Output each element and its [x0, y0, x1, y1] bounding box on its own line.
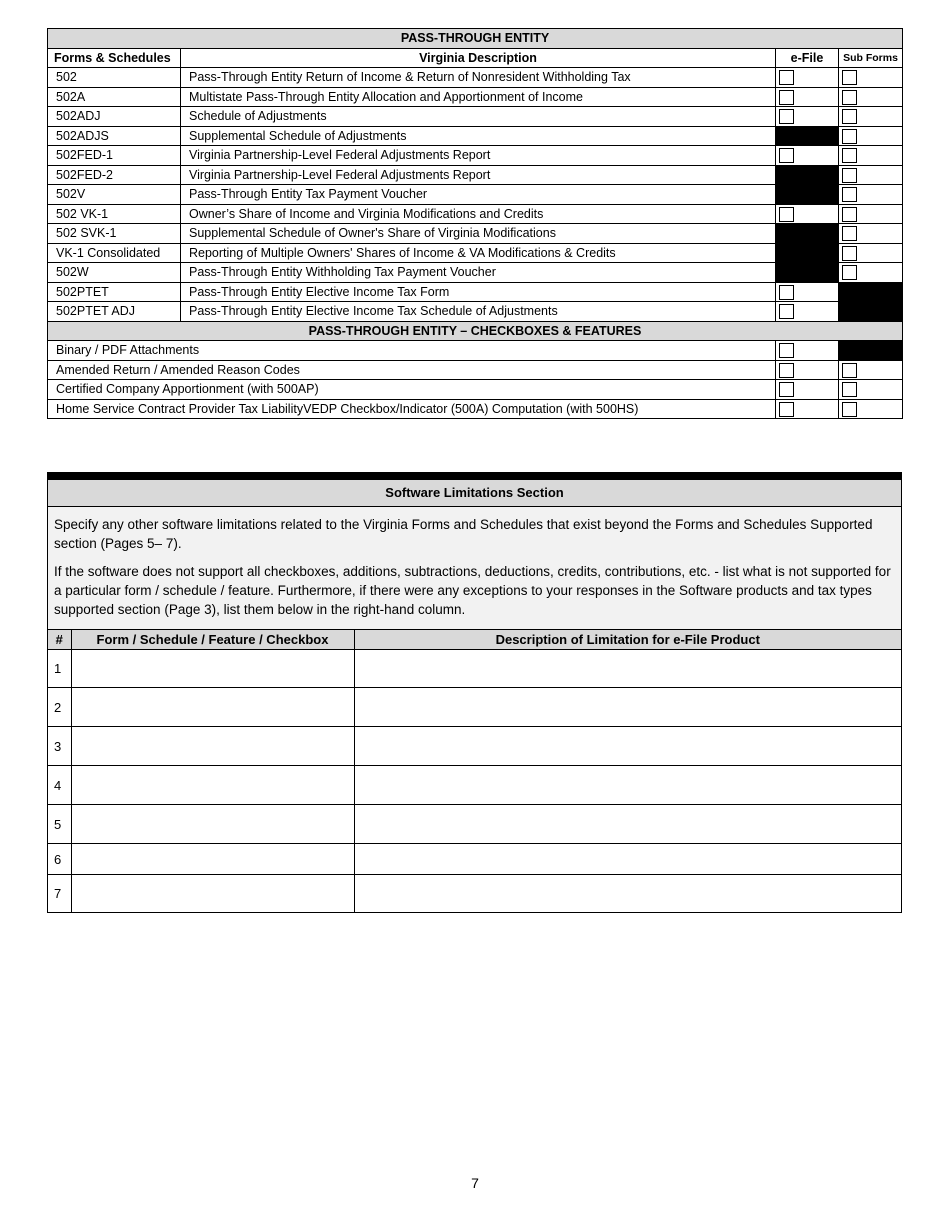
form-name: 502V — [48, 185, 181, 205]
checkbox[interactable] — [842, 402, 857, 417]
limitation-description-field[interactable] — [354, 766, 901, 805]
limitation-description-field[interactable] — [354, 650, 901, 688]
table-row — [48, 263, 903, 283]
form-entry-field[interactable] — [71, 650, 354, 688]
form-description: Reporting of Multiple Owners' Shares of Income & VA Modifications & Credits — [181, 243, 776, 263]
checkbox[interactable] — [779, 382, 794, 397]
table-row — [48, 126, 903, 146]
table-row — [48, 805, 901, 844]
form-description: Owner’s Share of Income and Virginia Modifications and Credits — [181, 204, 776, 224]
row-number: 7 — [48, 875, 71, 912]
form-name: 502 — [48, 68, 181, 88]
checkbox[interactable] — [842, 148, 857, 163]
form-name: 502PTET — [48, 282, 181, 302]
limitation-description-field[interactable] — [354, 844, 901, 875]
blocked-cell — [776, 185, 839, 205]
checkbox[interactable] — [842, 363, 857, 378]
form-entry-field[interactable] — [71, 844, 354, 875]
checkbox[interactable] — [842, 226, 857, 241]
software-limitations-section — [47, 472, 902, 913]
form-description: Pass-Through Entity Withholding Tax Payment Voucher — [181, 263, 776, 283]
section-title: Software Limitations Section — [48, 480, 901, 507]
checkbox[interactable] — [842, 246, 857, 261]
form-entry-field[interactable] — [71, 766, 354, 805]
form-name: 502 VK-1 — [48, 204, 181, 224]
column-header-form: Form / Schedule / Feature / Checkbox — [71, 630, 354, 650]
column-header-subforms: Sub Forms — [839, 48, 903, 68]
features-title: PASS-THROUGH ENTITY – CHECKBOXES & FEATURES — [48, 321, 903, 341]
form-description: Schedule of Adjustments — [181, 107, 776, 127]
form-name: VK-1 Consolidated — [48, 243, 181, 263]
form-description: Pass-Through Entity Return of Income & Return of Nonresident Withholding Tax — [181, 68, 776, 88]
feature-label: Certified Company Apportionment (with 500AP) — [48, 380, 776, 400]
feature-row — [48, 399, 903, 419]
form-name: 502PTET ADJ — [48, 302, 181, 322]
checkbox[interactable] — [842, 382, 857, 397]
table-row — [48, 243, 903, 263]
form-entry-field[interactable] — [71, 727, 354, 766]
limitation-description-field[interactable] — [354, 805, 901, 844]
form-name: 502ADJ — [48, 107, 181, 127]
table-row — [48, 282, 903, 302]
form-name: 502 SVK-1 — [48, 224, 181, 244]
blocked-cell — [776, 263, 839, 283]
table-row — [48, 204, 903, 224]
feature-label: Home Service Contract Provider Tax LiabilityVEDP Checkbox/Indicator (500A) Computation (with 500HS) — [48, 399, 776, 419]
row-number: 4 — [48, 766, 71, 805]
column-header-description: Description of Limitation for e-File Product — [354, 630, 901, 650]
form-description: Supplemental Schedule of Adjustments — [181, 126, 776, 146]
table-row — [48, 766, 901, 805]
table-row — [48, 688, 901, 727]
form-description: Virginia Partnership-Level Federal Adjustments Report — [181, 146, 776, 166]
table-row — [48, 68, 903, 88]
checkbox[interactable] — [842, 90, 857, 105]
blocked-cell — [839, 302, 903, 322]
checkbox[interactable] — [779, 402, 794, 417]
checkbox[interactable] — [842, 265, 857, 280]
form-description: Pass-Through Entity Elective Income Tax Form — [181, 282, 776, 302]
form-entry-field[interactable] — [71, 805, 354, 844]
column-header-number: # — [48, 630, 71, 650]
checkbox[interactable] — [842, 109, 857, 124]
checkbox[interactable] — [779, 148, 794, 163]
form-entry-field[interactable] — [71, 688, 354, 727]
table-row — [48, 875, 901, 912]
row-number: 3 — [48, 727, 71, 766]
limitations-table — [48, 630, 901, 912]
table-row — [48, 844, 901, 875]
form-name: 502FED-1 — [48, 146, 181, 166]
form-name: 502ADJS — [48, 126, 181, 146]
column-header-efile: e-File — [776, 48, 839, 68]
table-row — [48, 302, 903, 322]
form-name: 502A — [48, 87, 181, 107]
limitation-description-field[interactable] — [354, 875, 901, 912]
page-number: 7 — [471, 1175, 479, 1191]
blocked-cell — [776, 126, 839, 146]
form-entry-field[interactable] — [71, 875, 354, 912]
blocked-cell — [839, 341, 903, 361]
table-row — [48, 650, 901, 688]
table-row — [48, 87, 903, 107]
form-name: 502W — [48, 263, 181, 283]
table-row — [48, 107, 903, 127]
table-row — [48, 165, 903, 185]
table-row — [48, 224, 903, 244]
feature-row — [48, 341, 903, 361]
blocked-cell — [776, 243, 839, 263]
feature-row — [48, 360, 903, 380]
column-header-description: Virginia Description — [181, 48, 776, 68]
checkbox[interactable] — [779, 207, 794, 222]
blocked-cell — [776, 224, 839, 244]
blocked-cell — [839, 282, 903, 302]
checkbox[interactable] — [842, 207, 857, 222]
checkbox[interactable] — [779, 363, 794, 378]
instructions — [48, 507, 901, 630]
checkbox[interactable] — [842, 129, 857, 144]
limitation-description-field[interactable] — [354, 727, 901, 766]
table-row — [48, 727, 901, 766]
instruction-paragraph: If the software does not support all checkboxes, additions, subtractions, deductions, credits, contributions, etc. - list what is not supported for a particular form / schedule / feature. Furthermore, if there were any exceptions to your responses in the Software products and tax types supported section (Page 3), list them below in the right-hand column. — [54, 564, 891, 617]
checkbox[interactable] — [842, 187, 857, 202]
row-number: 5 — [48, 805, 71, 844]
form-description: Supplemental Schedule of Owner's Share of Virginia Modifications — [181, 224, 776, 244]
table-row — [48, 185, 903, 205]
row-number: 1 — [48, 650, 71, 688]
form-description: Multistate Pass-Through Entity Allocation and Apportionment of Income — [181, 87, 776, 107]
checkbox[interactable] — [779, 304, 794, 319]
feature-label: Amended Return / Amended Reason Codes — [48, 360, 776, 380]
form-description: Pass-Through Entity Tax Payment Voucher — [181, 185, 776, 205]
checkbox[interactable] — [779, 343, 794, 358]
limitation-description-field[interactable] — [354, 688, 901, 727]
blocked-cell — [776, 165, 839, 185]
form-description: Virginia Partnership-Level Federal Adjustments Report — [181, 165, 776, 185]
feature-row — [48, 380, 903, 400]
checkbox[interactable] — [842, 70, 857, 85]
row-number: 6 — [48, 844, 71, 875]
checkbox[interactable] — [779, 90, 794, 105]
feature-label: Binary / PDF Attachments — [48, 341, 776, 361]
table-row — [48, 146, 903, 166]
column-header-forms: Forms & Schedules — [48, 48, 181, 68]
form-description: Pass-Through Entity Elective Income Tax Schedule of Adjustments — [181, 302, 776, 322]
checkbox[interactable] — [779, 109, 794, 124]
row-number: 2 — [48, 688, 71, 727]
checkbox[interactable] — [779, 70, 794, 85]
instruction-paragraph: Specify any other software limitations related to the Virginia Forms and Schedules that exist beyond the Forms and Schedules Supported section (Pages 5– 7). — [54, 517, 873, 551]
checkbox[interactable] — [779, 285, 794, 300]
section-title: PASS-THROUGH ENTITY — [48, 29, 903, 49]
pass-through-entity-table — [47, 28, 903, 419]
form-name: 502FED-2 — [48, 165, 181, 185]
checkbox[interactable] — [842, 168, 857, 183]
